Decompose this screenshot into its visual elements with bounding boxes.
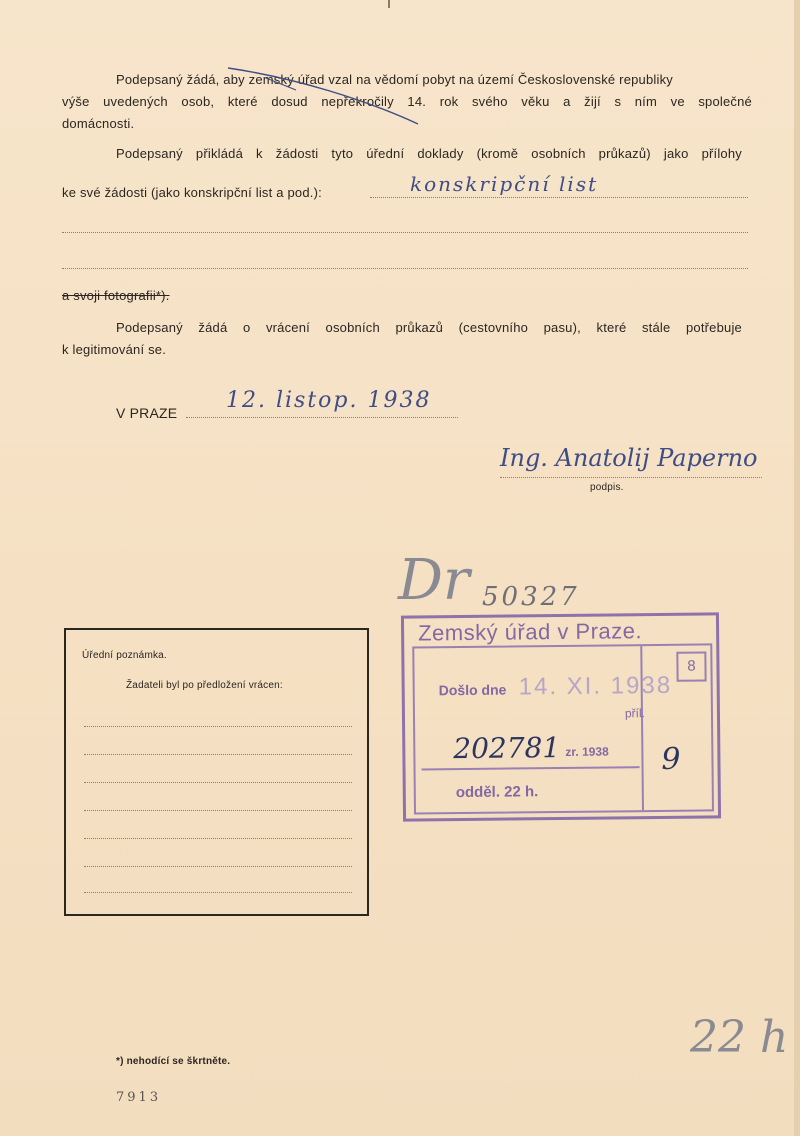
attachment-line-2 xyxy=(62,232,748,233)
stamp-box-number: 8 xyxy=(676,651,706,681)
stamp-year-label: zr. 1938 xyxy=(565,744,609,759)
note-line-3 xyxy=(84,782,352,783)
note-line-4 xyxy=(84,810,352,811)
note-line-2 xyxy=(84,754,352,755)
official-note-box xyxy=(64,628,369,916)
attachment-line-3 xyxy=(62,268,748,269)
handwritten-attachment: konskripční list xyxy=(410,172,599,196)
note-title: Úřední poznámka. xyxy=(82,650,167,661)
stamp-attachments-count: 9 xyxy=(661,741,681,777)
paragraph-2-line-2: ke své žádosti (jako konskripční list a pod.): xyxy=(62,185,322,200)
struck-photo-clause: a svoji fotografii*). xyxy=(62,288,170,303)
stamp-received-date: 14. XI. 1938 xyxy=(518,671,673,701)
note-line-6 xyxy=(84,866,352,867)
attachment-line-1 xyxy=(370,197,748,198)
signature: Ing. Anatolij Paperno xyxy=(500,444,758,472)
fold-mark xyxy=(388,0,390,8)
handwritten-date: 12. listop. 1938 xyxy=(226,388,432,413)
paragraph-3-line-2: k legitimování se. xyxy=(62,342,167,357)
paragraph-1-line-3: domácnosti. xyxy=(62,116,135,131)
stamp-office: Zemský úřad v Praze. xyxy=(417,618,643,646)
signature-line xyxy=(500,477,762,478)
note-text: Žadateli byl po předložení vrácen: xyxy=(126,680,283,691)
note-line-5 xyxy=(84,838,352,839)
footnote: *) nehodící se škrtněte. xyxy=(116,1056,231,1067)
registry-stamp xyxy=(401,612,721,821)
stamp-reg-number: 202781 xyxy=(453,731,561,766)
stamp-divider-vertical xyxy=(640,646,644,810)
date-line xyxy=(186,417,458,418)
paragraph-2-line-1: Podepsaný přikládá k žádosti tyto úřední doklady (kromě osobních průkazů) jako přílohy xyxy=(116,146,742,161)
stamp-dept-label: odděl. 22 h. xyxy=(455,783,539,802)
handwritten-initials: Dr xyxy=(398,548,470,613)
stamp-inner-frame xyxy=(412,643,714,814)
note-line-7 xyxy=(84,892,352,893)
stamp-divider-horizontal xyxy=(422,766,640,770)
form-code: 7913 xyxy=(116,1090,162,1105)
note-line-1 xyxy=(84,726,352,727)
stamp-attachments-label: příl. xyxy=(624,706,646,721)
stamp-received-label: Došlo dne xyxy=(438,681,507,699)
corner-note: 22 h xyxy=(690,1012,789,1063)
signature-label: podpis. xyxy=(590,482,624,493)
paragraph-3-line-1: Podepsaný žádá o vrácení osobních průkazů (cestovního pasu), které stále potřebuje xyxy=(116,320,742,335)
place-label: V PRAZE xyxy=(116,405,178,421)
ink-strike-line xyxy=(226,60,422,130)
handwritten-number: 50327 xyxy=(482,582,580,612)
paragraph-1-line-1: Podepsaný žádá, aby zemský úřad vzal na vědomí pobyt na území Československé republiky xyxy=(116,72,673,87)
paper-edge xyxy=(794,0,800,1136)
paragraph-1-line-2: výše uvedených osob, které dosud nepřekročily 14. rok svého věku a žijí s ním ve společné xyxy=(62,94,752,109)
